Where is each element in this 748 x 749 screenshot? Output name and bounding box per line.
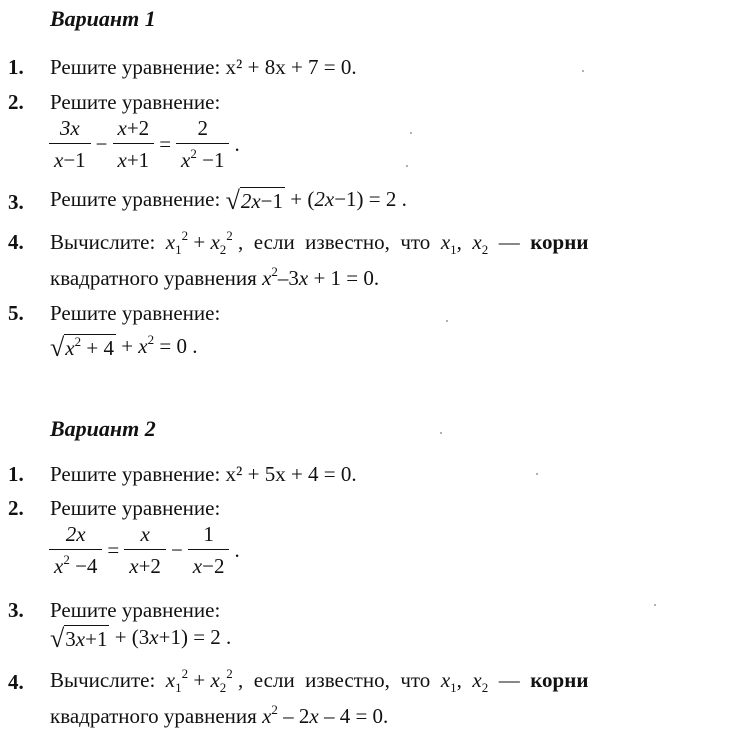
scan-speck — [654, 604, 656, 606]
variant-1-title: Вариант 1 — [50, 6, 156, 31]
task-number: 2. — [8, 496, 24, 520]
task-5-formula: $√x^2 + 4 + x^2 = 0$ . — [50, 331, 198, 362]
task-3-formula: √3x+1 + (3x+1) = 2 . — [50, 624, 232, 653]
task-4-line1: Вычислите: $x_1^2 + x_2^2$ , если известно, что $x_1$, $x_2$ — корни — [50, 666, 589, 695]
task-2-text: Решите уравнение: — [50, 496, 221, 520]
task-4-line2: квадратного уравнения $x^2-3x + 1 = 0$. — [50, 264, 380, 290]
task-number: 3. — [8, 598, 24, 622]
task-3-line: Решите уравнение: √2x−1 + (2x−1) = 2 . — [50, 186, 407, 215]
task-1-text: Решите уравнение: x² + 8x + 7 = 0. — [50, 55, 357, 79]
task-number: 3. — [8, 190, 24, 214]
task-number: 4. — [8, 670, 24, 694]
scan-speck — [440, 432, 442, 434]
task-number: 4. — [8, 230, 24, 254]
task-number: 2. — [8, 90, 24, 114]
scan-speck — [406, 165, 408, 167]
task-number: 1. — [8, 55, 24, 79]
scan-speck — [446, 320, 448, 322]
task-2-formula: $\frac{3x}{x-1}$ − $\frac{x+2}{x+1}$ = $\frac{2}{x^2 -1}$ . — [46, 116, 242, 172]
task-4-line1: Вычислите: $x_1^2 + x_2^2$ , если известно, что $x_1$, $x_2$ — корни — [50, 228, 589, 257]
task-5-text: Решите уравнение: — [50, 301, 221, 325]
task-1-text: Решите уравнение: x² + 5x + 4 = 0. — [50, 462, 357, 486]
variant-2-title: Вариант 2 — [50, 416, 156, 441]
scan-speck — [410, 132, 412, 134]
task-2-formula: $\frac{2x}{x^2 -4}$ = $\frac{x}{x+2}$ − $\frac{1}{x-2}$ . — [46, 522, 242, 578]
scan-speck — [536, 473, 538, 475]
task-number: 5. — [8, 301, 24, 325]
task-number: 1. — [8, 462, 24, 486]
scan-speck — [582, 70, 584, 72]
task-3-text: Решите уравнение: — [50, 598, 221, 622]
task-2-text: Решите уравнение: — [50, 90, 221, 114]
task-4-line2: квадратного уравнения $x^2 - 2x - 4 = 0$. — [50, 702, 389, 728]
